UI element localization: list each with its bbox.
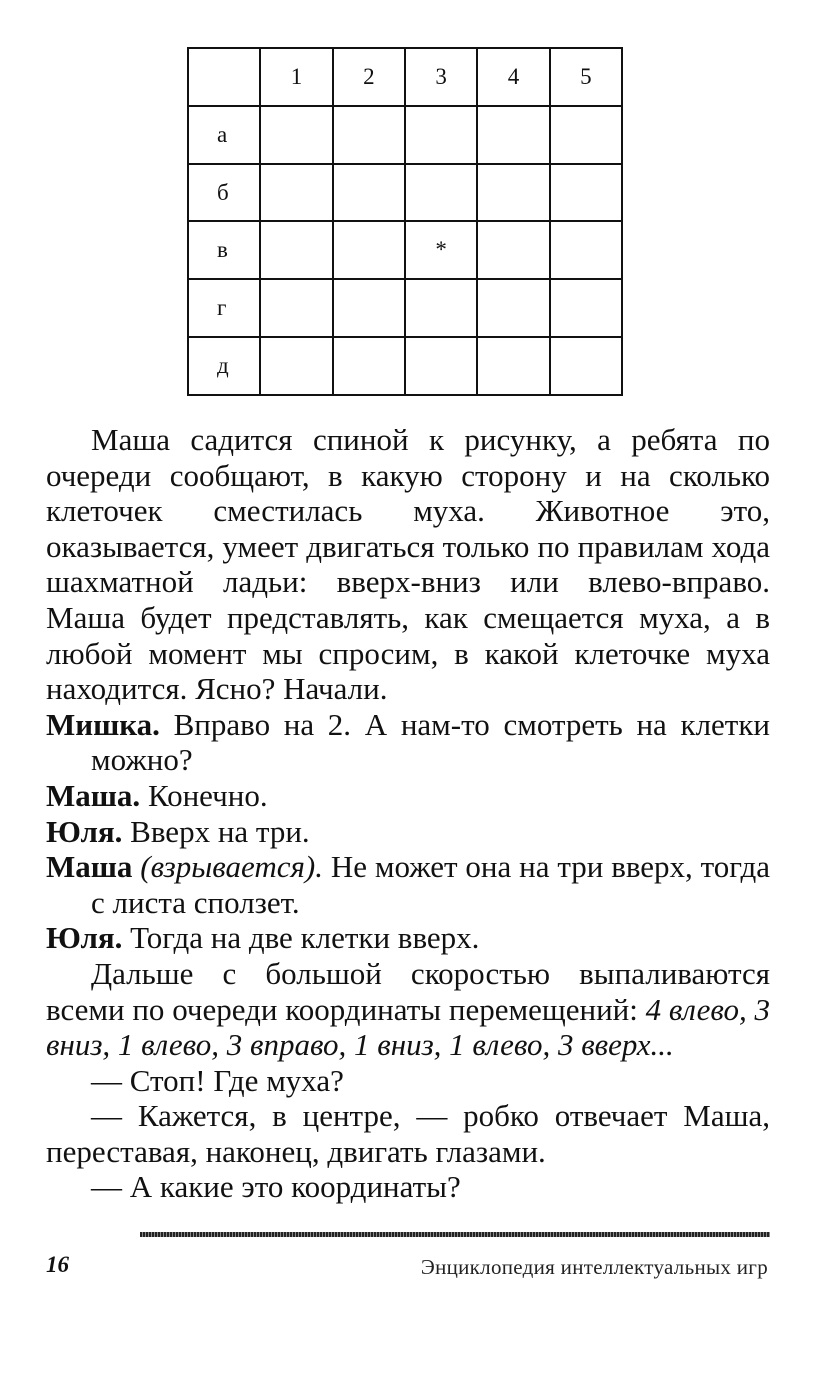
grid-cell	[550, 164, 622, 222]
moves-list: 4 влево, 3 вниз, 1 влево, 3 вправо, 1 вниз, 1 влево, 3 вверх...	[46, 991, 770, 1063]
narration-paragraph	[46, 956, 770, 1063]
quote-line: — А какие это координаты?	[91, 1169, 461, 1205]
quote-line: — Стоп! Где муха?	[91, 1062, 344, 1098]
grid-cell-marked: *	[405, 221, 477, 279]
grid-cell	[550, 221, 622, 279]
grid-cell	[260, 337, 332, 395]
grid-cell	[477, 221, 549, 279]
footer-rule	[140, 1232, 770, 1237]
grid-cell	[260, 279, 332, 337]
running-head: Энциклопедия интеллектуальных игр	[420, 1255, 768, 1279]
grid-cell	[260, 106, 332, 164]
grid-row	[188, 221, 622, 279]
body-text	[46, 422, 770, 1205]
grid-column-header: 4	[477, 48, 549, 106]
grid-cell	[333, 106, 405, 164]
grid-row	[188, 106, 622, 164]
grid-cell	[405, 164, 477, 222]
stage-remark: (взрывается).	[132, 849, 323, 885]
grid-column-header: 3	[405, 48, 477, 106]
grid-cell	[333, 337, 405, 395]
dialogue-text: Вверх на три.	[122, 813, 310, 849]
dialogue-text: Не может она на три вверх, тогда с листа сползет.	[91, 849, 771, 920]
speaker-name: Юля.	[46, 920, 123, 956]
grid-column-header: 2	[333, 48, 405, 106]
dialogue-line	[46, 778, 770, 814]
dialogue-text: Вправо на 2. А нам-то смотреть на клетки можно?	[91, 706, 770, 778]
dialogue-line	[46, 814, 770, 850]
dialogue-line	[46, 849, 770, 920]
grid-cell	[477, 279, 549, 337]
grid-cell	[260, 164, 332, 222]
grid-column-header: 1	[260, 48, 332, 106]
grid-cell	[260, 221, 332, 279]
grid-row-label: а	[188, 106, 260, 164]
grid-cell	[550, 337, 622, 395]
narration-text: Дальше с большой скоростью выпаливаются всеми по очереди координаты перемещений:	[46, 955, 770, 1027]
grid-cell	[477, 106, 549, 164]
page-number: 16	[46, 1252, 69, 1277]
grid-row	[188, 279, 622, 337]
grid-row-label: в	[188, 221, 260, 279]
grid-cell	[477, 337, 549, 395]
grid-corner-cell	[188, 48, 260, 106]
dialogue-text: Конечно.	[140, 777, 268, 813]
grid-row-label: б	[188, 164, 260, 222]
speaker-name: Юля.	[46, 813, 123, 849]
dialogue-line	[46, 920, 770, 956]
grid-cell	[333, 164, 405, 222]
grid-row-label: г	[188, 279, 260, 337]
speaker-name: Маша	[46, 849, 133, 885]
grid-cell	[477, 164, 549, 222]
grid-cell	[405, 337, 477, 395]
quote-line: — Кажется, в центре, — робко отвечает Маша, переставая, наконец, двигать глазами.	[46, 1098, 770, 1169]
grid-row	[188, 164, 622, 222]
grid-row-label: д	[188, 337, 260, 395]
grid-cell	[333, 221, 405, 279]
coordinate-grid	[187, 47, 623, 396]
dialogue-text: Тогда на две клетки вверх.	[122, 920, 480, 956]
grid-cell	[550, 106, 622, 164]
speaker-name: Маша.	[46, 777, 141, 813]
dialogue-line	[46, 707, 770, 778]
grid-cell	[405, 106, 477, 164]
grid-header-row	[188, 48, 622, 106]
grid-cell	[333, 279, 405, 337]
grid-column-header: 5	[550, 48, 622, 106]
grid-cell	[550, 279, 622, 337]
grid-row	[188, 337, 622, 395]
speaker-name: Мишка.	[46, 706, 160, 742]
intro-paragraph: Маша садится спиной к рисунку, а ребята по очереди сообщают, в какую сторону и на сколько клеточек сместилась муха. Животное это, оказывается, умеет двигаться только по правилам хода шахматной ладьи: вверх-вниз или влево-вправо. Маша будет представлять, как смещается муха, а в любой момент мы спросим, в какой клеточке муха находится. Ясно? Начали.	[46, 422, 770, 707]
grid-cell	[405, 279, 477, 337]
